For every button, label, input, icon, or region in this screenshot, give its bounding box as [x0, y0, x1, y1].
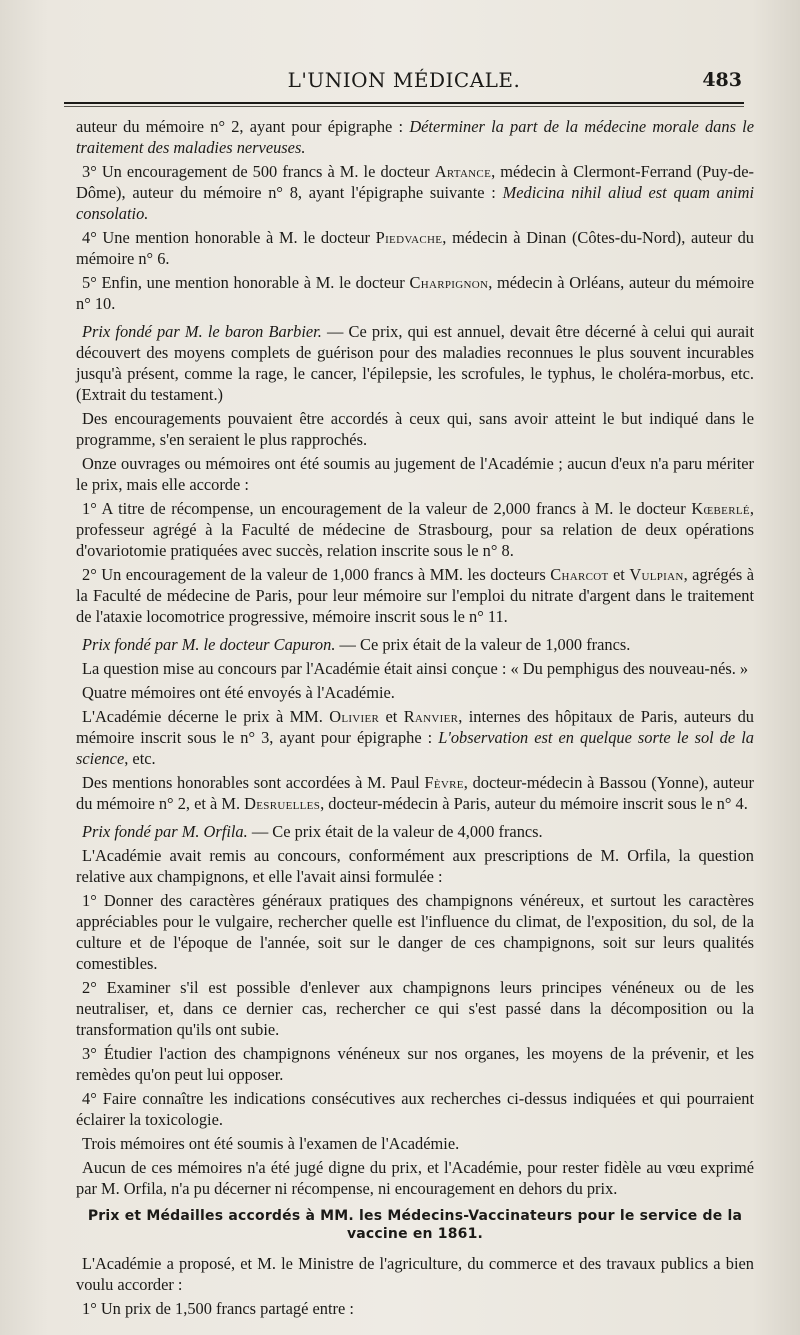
paragraph: Des mentions honorables sont accordées à M. Paul Fèvre, docteur-médecin à Bassou (Yonne), auteur du mémoire n° 2, et à M. Desruelles, docteur-médecin à Paris, auteur du mémoire inscrit sous le n° 4.: [76, 773, 754, 813]
paragraph: 4° Une mention honorable à M. le docteur Piedvache, médecin à Dinan (Côtes-du-Nord), auteur du mémoire n° 6.: [76, 228, 754, 268]
section-heading: Prix et Médailles accordés à MM. les Médecins-Vaccinateurs pour le service de la vaccine en 1861.: [87, 1208, 743, 1242]
paragraph: L'Académie décerne le prix à MM. Olivier et Ranvier, internes des hôpitaux de Paris, auteurs du mémoire inscrit sous le n° 3, ayant pour épigraphe : L'observation est en quelque sorte le sol de la science, etc.: [76, 707, 754, 768]
person-name: Charpignon: [409, 273, 489, 292]
page-header: [64, 64, 744, 106]
paragraph: 1° Un prix de 1,500 francs partagé entre :: [82, 1299, 354, 1318]
paragraph: 5° Enfin, une mention honorable à M. le docteur Charpignon, médecin à Orléans, auteur du mémoire n° 10.: [76, 273, 754, 313]
person-name: Olivier: [329, 707, 380, 726]
prize-title: Prix fondé par M. le baron Barbier.: [82, 322, 322, 341]
prize-title: Prix fondé par M. le docteur Capuron.: [82, 635, 336, 654]
header-rule: [64, 102, 744, 104]
running-title: L'UNION MÉDICALE.: [287, 68, 521, 92]
person-name: Kœberlé: [691, 499, 750, 518]
paragraph: 2° Examiner s'il est possible d'enlever aux champignons leurs principes vénéneux ou de les neutraliser, et, dans ce dernier cas, rechercher ce qui s'est passé dans la décomposition ou la transformation qu'ils ont subie.: [76, 978, 754, 1039]
paragraph: 1° A titre de récompense, un encouragement de la valeur de 2,000 francs à M. le docteur Kœberlé, professeur agrégé à la Faculté de médecine de Strasbourg, pour sa relation de deux opérations d'ovariotomie pratiquées avec succès, relation inscrite sous le n° 8.: [76, 499, 754, 560]
prize-title: Prix fondé par M. Orfila.: [82, 822, 248, 841]
person-name: Desruelles: [244, 794, 321, 813]
person-name: Piedvache: [375, 228, 443, 247]
paragraph: La question mise au concours par l'Académie était ainsi conçue : « Du pemphigus des nouveau-nés. »: [82, 659, 749, 678]
paragraph: Trois mémoires ont été soumis à l'examen de l'Académie.: [82, 1134, 460, 1153]
paragraph: Prix fondé par M. Orfila. — Ce prix était de la valeur de 4,000 francs.: [82, 822, 543, 841]
paragraph: 4° Faire connaître les indications consécutives aux recherches ci-dessus indiquées et qui pourraient éclairer la toxicologie.: [76, 1089, 754, 1129]
paragraph: L'Académie avait remis au concours, conformément aux prescriptions de M. Orfila, la question relative aux champignons, et elle l'avait ainsi formulée :: [76, 846, 754, 886]
person-name: Vulpian: [629, 565, 684, 584]
paragraph: 3° Un encouragement de 500 francs à M. le docteur Artance, médecin à Clermont-Ferrand (Puy-de-Dôme), auteur du mémoire n° 8, ayant l'épigraphe suivante : Medicina nihil aliud est quam animi consolatio.: [76, 162, 754, 223]
person-name: Ranvier: [403, 707, 459, 726]
paragraph: 3° Étudier l'action des champignons vénéneux sur nos organes, les moyens de la prévenir, et les remèdes qu'on peut lui opposer.: [76, 1044, 754, 1084]
paragraph: Prix fondé par M. le baron Barbier. — Ce prix, qui est annuel, devait être décerné à celui qui aurait découvert des moyens complets de guérison pour des maladies reconnues le plus souvent incurables jusqu'à présent, comme la rage, le cancer, l'épilepsie, les scrofules, le typhus, le choléra-morbus, etc. (Extrait du testament.): [76, 322, 755, 404]
paragraph: Quatre mémoires ont été envoyés à l'Académie.: [82, 683, 395, 702]
paragraph: Onze ouvrages ou mémoires ont été soumis au jugement de l'Académie ; aucun d'eux n'a paru mériter le prix, mais elle accorde :: [76, 454, 754, 494]
person-name: Charcot: [550, 565, 609, 584]
paragraph: auteur du mémoire n° 2, ayant pour épigraphe : Déterminer la part de la médecine morale dans le traitement des maladies nerveuses.: [76, 117, 755, 157]
article-body: [76, 116, 754, 1322]
person-name: Fèvre: [424, 773, 464, 792]
page-number: 483: [702, 69, 742, 91]
paragraph: 1° Donner des caractères généraux pratiques des champignons vénéreux, et surtout les caractères appréciables pour le vulgaire, rechercher quelle est l'influence du climat, de l'exposition, du sol, de la culture et de l'époque de l'année, soit sur le danger de ces champignons, soit sur leurs qualités comestibles.: [76, 891, 754, 973]
paragraph: Aucun de ces mémoires n'a été jugé digne du prix, et l'Académie, pour rester fidèle au vœu exprimé par M. Orfila, n'a pu décerner ni récompense, ni encouragement en dehors du prix.: [76, 1158, 754, 1198]
paragraph: L'Académie a proposé, et M. le Ministre de l'agriculture, du commerce et des travaux publics a bien voulu accorder :: [76, 1254, 754, 1294]
person-name: Artance: [434, 162, 492, 181]
paragraph: Prix fondé par M. le docteur Capuron. — Ce prix était de la valeur de 1,000 francs.: [82, 635, 631, 654]
paragraph: Des encouragements pouvaient être accordés à ceux qui, sans avoir atteint le but indiqué dans le programme, s'en seraient le plus rapprochés.: [76, 409, 754, 449]
paragraph: 2° Un encouragement de la valeur de 1,000 francs à MM. les docteurs Charcot et Vulpian, agrégés à la Faculté de médecine de Paris, pour leur mémoire sur l'emploi du nitrate d'argent dans le traitement de l'ataxie locomotrice progressive, mémoire inscrit sous le n° 11.: [76, 565, 755, 626]
